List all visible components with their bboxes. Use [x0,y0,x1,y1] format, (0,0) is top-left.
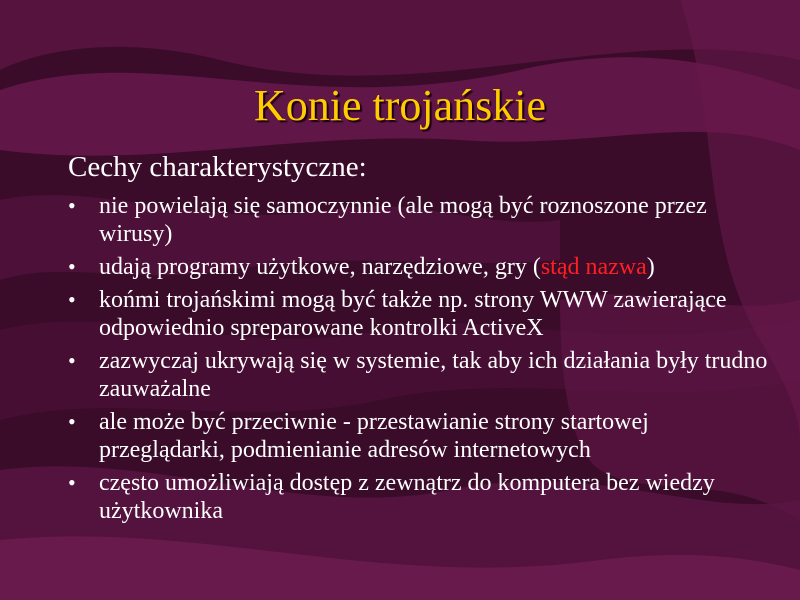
bullet-icon: • [68,287,76,312]
bullet-text: często umożliwiają dostęp z zewnątrz do komputera bez wiedzy użytkownika [99,470,715,524]
bullet-list [68,192,768,525]
bullet-icon: • [68,254,76,279]
bullet-text: udają programy użytkowe, narzędziowe, gry ( [99,254,541,280]
slide-title: Konie trojańskie [253,81,547,130]
list-item [68,408,768,464]
bullet-text: końmi trojańskimi mogą być także np. strony WWW zawierające odpowiednio spreparowane kontrolki ActiveX [99,287,727,341]
list-item [68,347,768,403]
list-item [68,253,768,281]
list-item [68,469,768,525]
bullet-icon: • [68,470,76,495]
highlight-text: stąd nazwa [540,254,647,280]
list-item [68,192,768,248]
bullet-icon: • [68,348,76,373]
bullet-icon: • [68,409,76,434]
bullet-text-end: ) [646,254,655,280]
slide-content [68,150,768,530]
bullet-icon: • [68,193,76,218]
bullet-text: ale może być przeciwnie - przestawianie strony startowej przeglądarki, podmienianie adresów internetowych [99,409,649,463]
bullet-text: nie powielają się samoczynnie (ale mogą być roznoszone przez wirusy) [99,193,707,247]
bullet-text: zazwyczaj ukrywają się w systemie, tak aby ich działania były trudno zauważalne [99,348,768,402]
section-heading: Cechy charakterystyczne: [68,151,367,183]
list-item [68,286,768,342]
